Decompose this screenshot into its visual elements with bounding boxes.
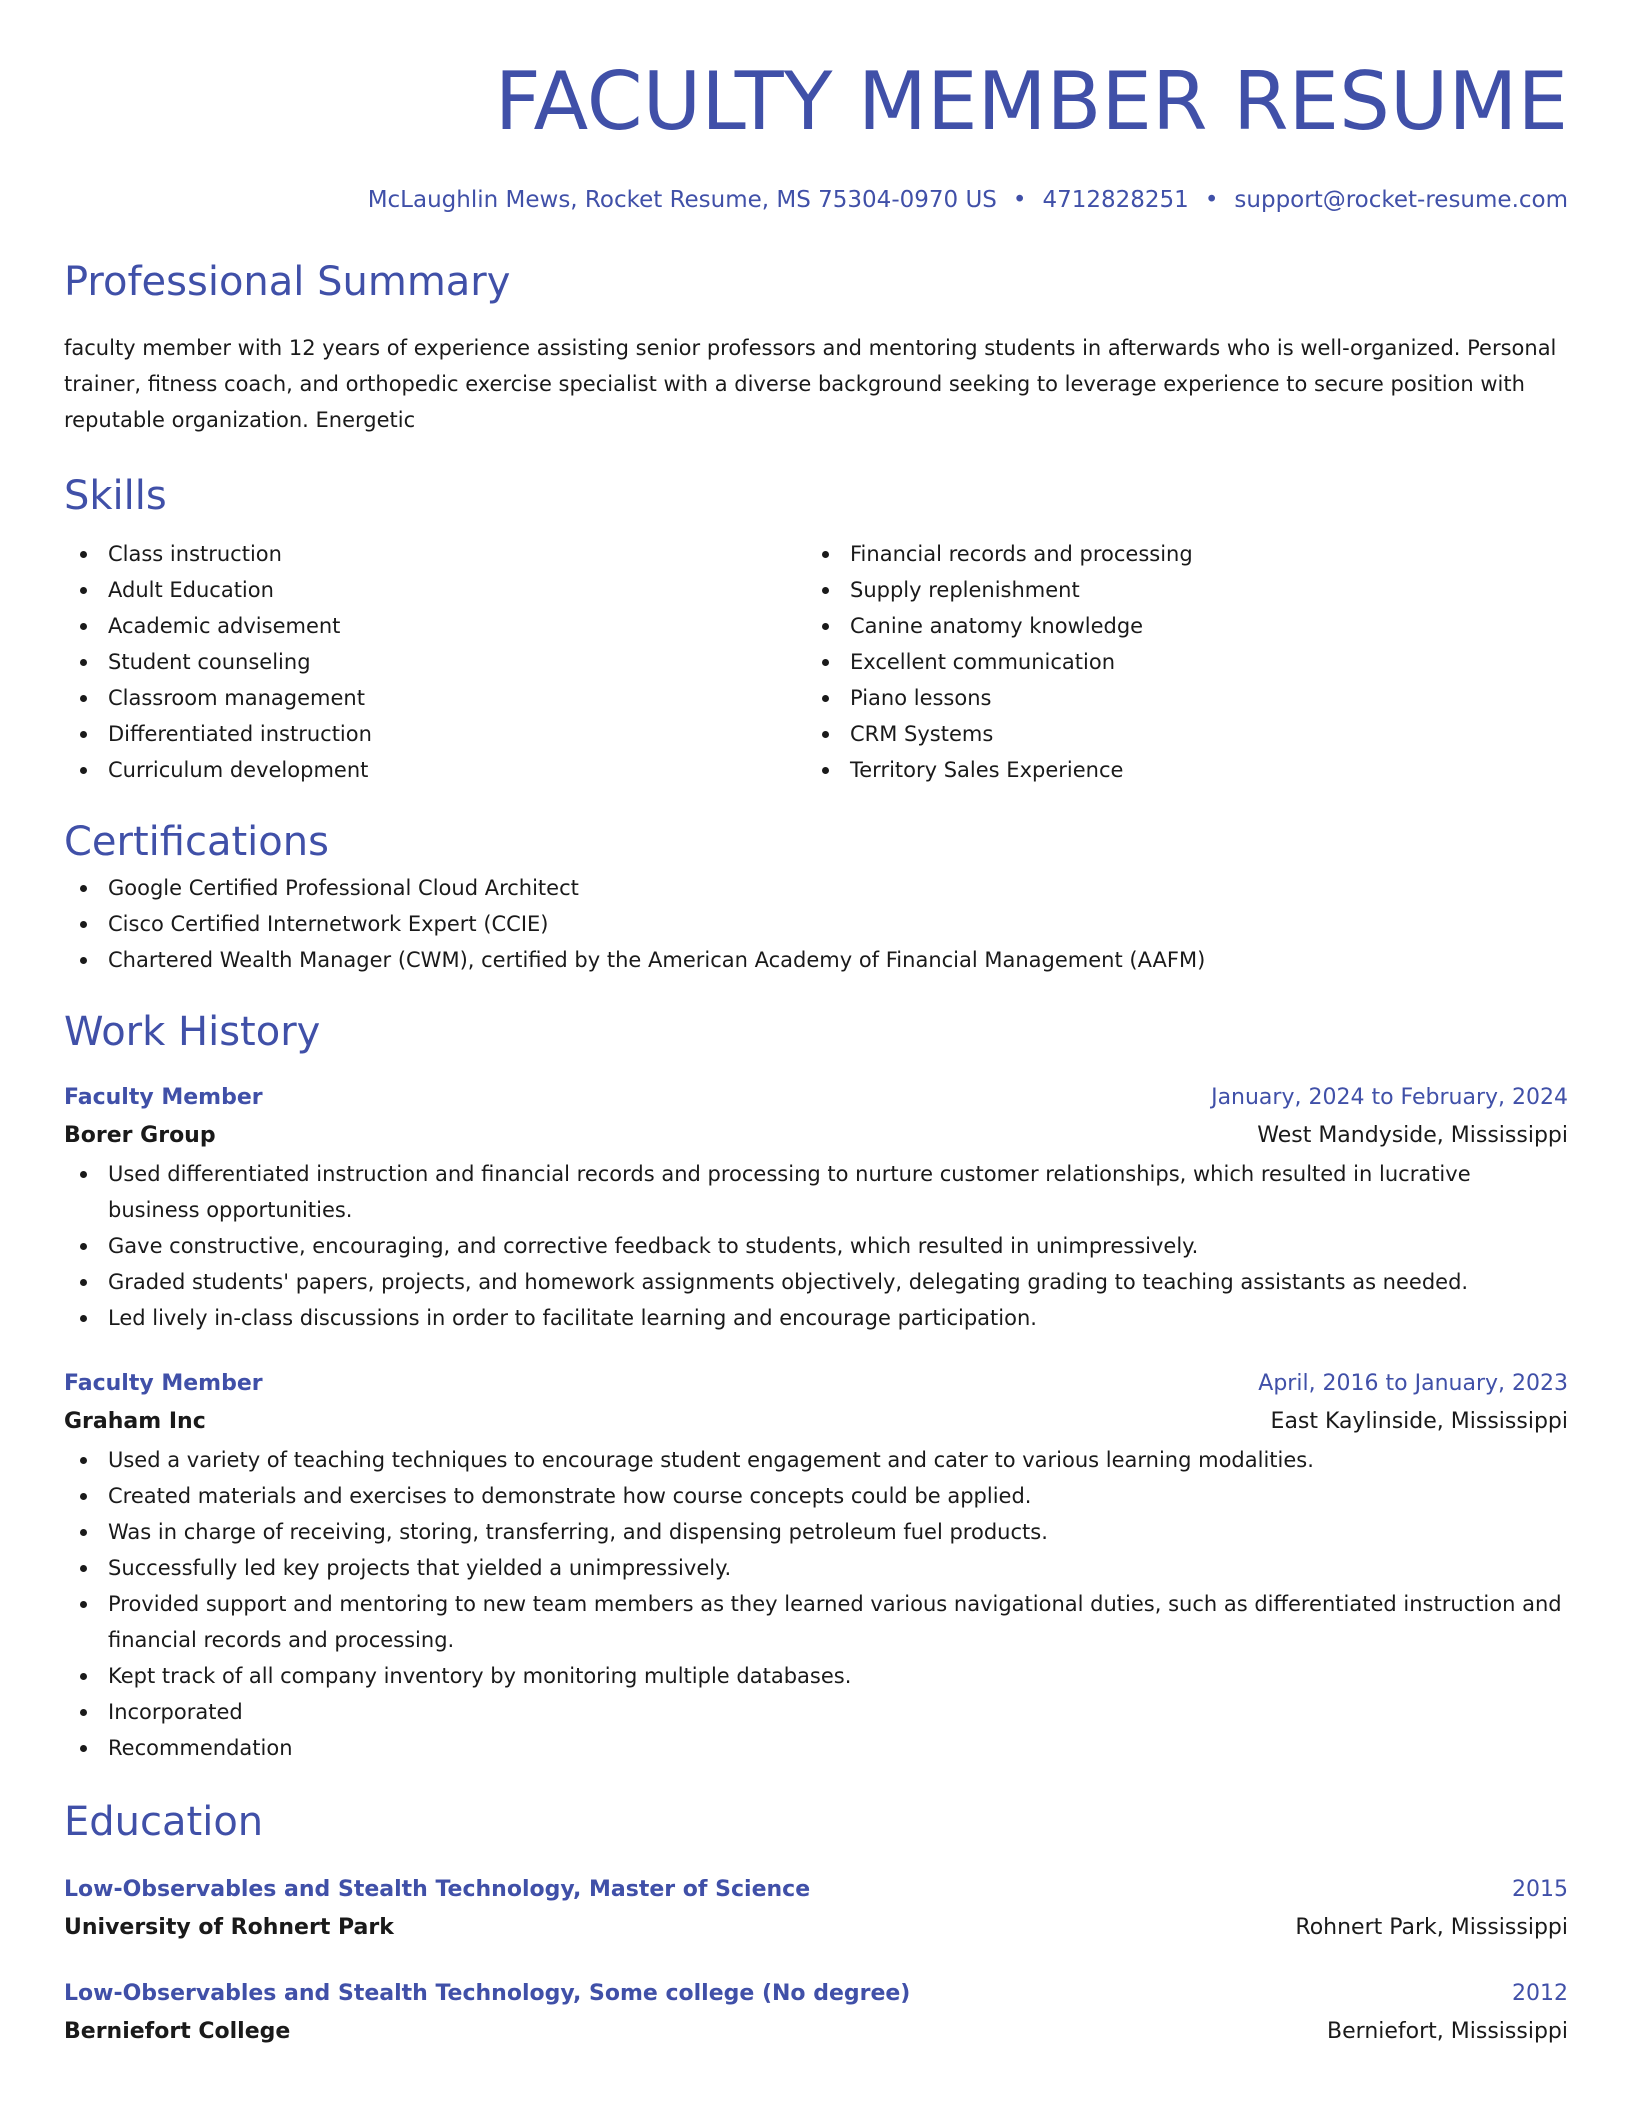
- job-bullet: Used differentiated instruction and financial records and processing to nurture customer relationships, which resulted in lucrative business opportunities.: [108, 1156, 1568, 1228]
- job-bullet: Used a variety of teaching techniques to encourage student engagement and cater to various learning modalities.: [108, 1442, 1568, 1478]
- skill-item: Student counseling: [108, 644, 806, 680]
- skill-item: Excellent communication: [850, 644, 1548, 680]
- job-location: East Kaylinside, Mississippi: [1270, 1409, 1568, 1434]
- school-name: Berniefort College: [64, 2019, 291, 2044]
- skill-item: Academic advisement: [108, 608, 806, 644]
- education-entry-subheader: [64, 2012, 1568, 2052]
- resume-page: [64, 0, 1568, 2052]
- job-location: West Mandyside, Mississippi: [1257, 1123, 1568, 1148]
- work-entry: [64, 1366, 1568, 1766]
- skill-item: Differentiated instruction: [108, 716, 806, 752]
- school-name: University of Rohnert Park: [64, 1915, 394, 1940]
- work-entry-subheader: [64, 1116, 1568, 1156]
- job-bullet: Graded students' papers, projects, and homework assignments objectively, delegating grading to teaching assistants as needed.: [108, 1264, 1568, 1300]
- skill-item: CRM Systems: [850, 716, 1548, 752]
- skill-item: Territory Sales Experience: [850, 752, 1548, 788]
- company-name: Borer Group: [64, 1123, 216, 1148]
- job-bullets: [64, 1156, 1568, 1336]
- work-entry-header: [64, 1366, 1568, 1402]
- skill-item: Adult Education: [108, 572, 806, 608]
- school-location: Berniefort, Mississippi: [1327, 2019, 1568, 2044]
- resume-header: [64, 0, 1568, 218]
- skill-item: Piano lessons: [850, 680, 1548, 716]
- skill-item: Class instruction: [108, 536, 806, 572]
- job-bullets: [64, 1442, 1568, 1766]
- graduation-year: 2015: [1512, 1877, 1568, 1902]
- skills-grid: [64, 536, 1568, 788]
- skill-item: Supply replenishment: [850, 572, 1548, 608]
- skill-item: Classroom management: [108, 680, 806, 716]
- skills-column-left: [64, 536, 806, 788]
- certifications-heading: Certifications: [64, 819, 329, 865]
- job-title: Faculty Member: [64, 1371, 263, 1396]
- resume-title: FACULTY MEMBER RESUME: [494, 55, 1568, 148]
- job-bullet: Provided support and mentoring to new team members as they learned various navigational duties, such as differentiated instruction and financial records and processing.: [108, 1586, 1568, 1658]
- work-entry: [64, 1080, 1568, 1336]
- summary-heading: Professional Summary: [64, 259, 511, 305]
- skill-item: Curriculum development: [108, 752, 806, 788]
- skills-list-right: [806, 536, 1548, 788]
- summary-text: faculty member with 12 years of experience assisting senior professors and mentoring students in afterwards who is well-organized. Personal trainer, fitness coach, and orthopedic exercise specialist with a diverse background seeking to leverage experience to secure position with reputable organization. Energetic: [64, 336, 1557, 432]
- school-location: Rohnert Park, Mississippi: [1295, 1915, 1568, 1940]
- contact-line: [64, 182, 1568, 218]
- job-dates: April, 2016 to January, 2023: [1258, 1371, 1568, 1396]
- job-bullet: Incorporated: [108, 1694, 1568, 1730]
- work-entry-subheader: [64, 1402, 1568, 1442]
- contact-phone: 4712828251: [1042, 187, 1189, 213]
- education-entry-subheader: [64, 1908, 1568, 1948]
- job-bullet: Recommendation: [108, 1730, 1568, 1766]
- certification-item: Cisco Certified Internetwork Expert (CCIE): [108, 906, 1568, 942]
- degree-name: Low-Observables and Stealth Technology, Some college (No degree): [64, 1981, 911, 2006]
- work-history-heading: Work History: [64, 1009, 321, 1055]
- skills-heading: Skills: [64, 473, 167, 519]
- job-bullet: Created materials and exercises to demonstrate how course concepts could be applied.: [108, 1478, 1568, 1514]
- contact-address: McLaughlin Mews, Rocket Resume, MS 75304-0970 US: [367, 187, 997, 213]
- education-entry-header: [64, 1872, 1568, 1908]
- education-heading: Education: [64, 1799, 264, 1845]
- skill-item: Financial records and processing: [850, 536, 1548, 572]
- skills-list-left: [64, 536, 806, 788]
- company-name: Graham Inc: [64, 1409, 206, 1434]
- contact-email[interactable]: support@rocket-resume.com: [1234, 187, 1568, 213]
- degree-name: Low-Observables and Stealth Technology, Master of Science: [64, 1877, 811, 1902]
- certification-item: Google Certified Professional Cloud Architect: [108, 870, 1568, 906]
- certifications-list: [64, 870, 1568, 978]
- job-bullet: Gave constructive, encouraging, and corrective feedback to students, which resulted in unimpressively.: [108, 1228, 1568, 1264]
- job-dates: January, 2024 to February, 2024: [1211, 1085, 1568, 1110]
- job-title: Faculty Member: [64, 1085, 263, 1110]
- contact-separator: •: [1204, 187, 1219, 213]
- education-entry: [64, 1976, 1568, 2052]
- work-entry-header: [64, 1080, 1568, 1116]
- job-bullet: Was in charge of receiving, storing, transferring, and dispensing petroleum fuel products.: [108, 1514, 1568, 1550]
- skill-item: Canine anatomy knowledge: [850, 608, 1548, 644]
- education-entry: [64, 1872, 1568, 1948]
- skills-column-right: [806, 536, 1548, 788]
- job-bullet: Kept track of all company inventory by monitoring multiple databases.: [108, 1658, 1568, 1694]
- education-entry-header: [64, 1976, 1568, 2012]
- job-bullet: Led lively in-class discussions in order to facilitate learning and encourage participation.: [108, 1300, 1568, 1336]
- contact-separator: •: [1012, 187, 1027, 213]
- certification-item: Chartered Wealth Manager (CWM), certified by the American Academy of Financial Management (AAFM): [108, 942, 1568, 978]
- job-bullet: Successfully led key projects that yielded a unimpressively.: [108, 1550, 1568, 1586]
- graduation-year: 2012: [1512, 1981, 1568, 2006]
